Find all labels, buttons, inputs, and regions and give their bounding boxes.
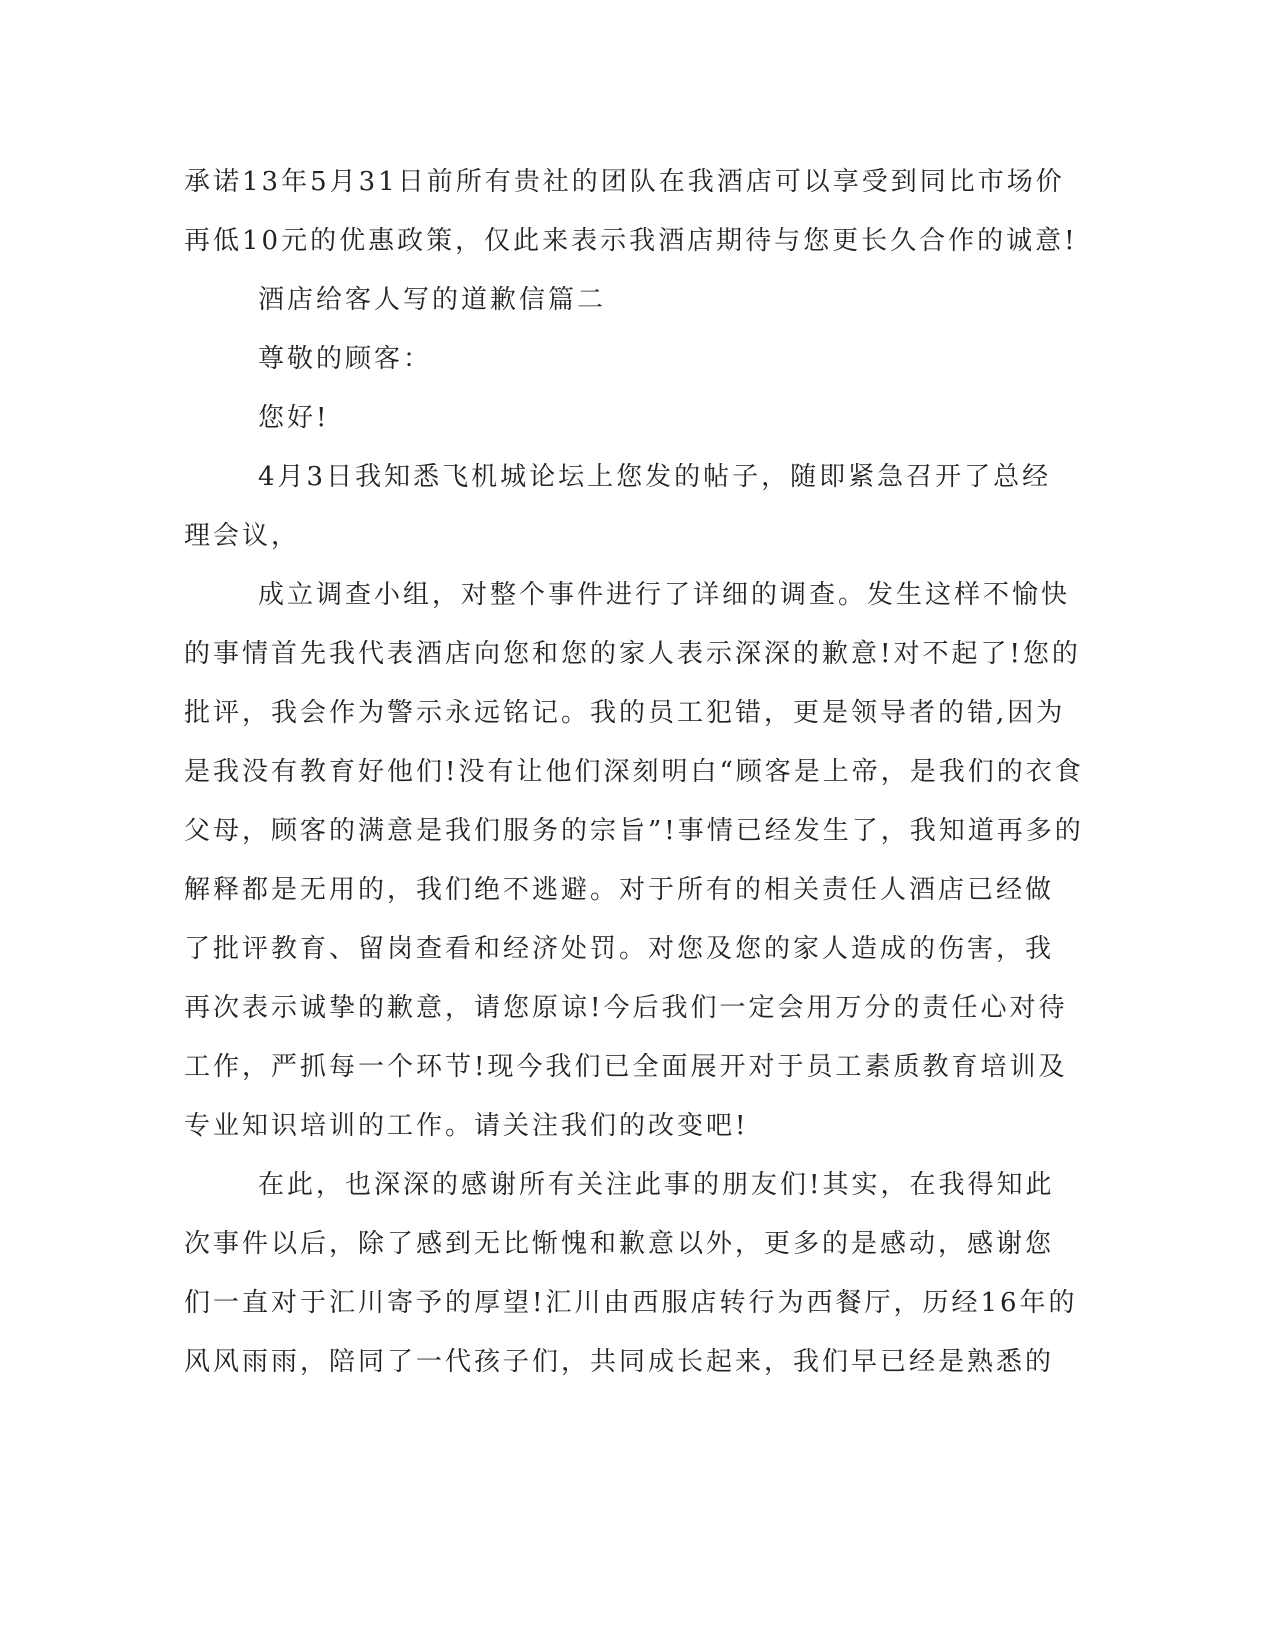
text-line: 风风雨雨，陪同了一代孩子们，共同成长起来，我们早已经是熟悉的 (184, 1347, 1055, 1377)
text-line: 工作，严抓每一个环节!现今我们已全面展开对于员工素质教育培训及 (184, 1052, 1068, 1082)
text-line: 父母，顾客的满意是我们服务的宗旨”!事情已经发生了，我知道再多的 (184, 816, 1084, 846)
text-line: 再低10元的优惠政策，仅此来表示我酒店期待与您更长久合作的诚意! (184, 226, 1078, 256)
text-line: 是我没有教育好他们!没有让他们深刻明白“顾客是上帝，是我们的衣食 (184, 757, 1084, 787)
text-line: 理会议， (184, 521, 301, 551)
text-line: 次事件以后，除了感到无比惭愧和歉意以外，更多的是感动，感谢您 (184, 1229, 1055, 1259)
text-line: 们一直对于汇川寄予的厚望!汇川由西服店转行为西餐厅，历经16年的 (184, 1288, 1078, 1318)
text-line: 成立调查小组，对整个事件进行了详细的调查。发生这样不愉快 (258, 580, 1071, 610)
text-line: 4月3日我知悉飞机城论坛上您发的帖子，随即紧急召开了总经 (258, 462, 1052, 492)
text-line: 再次表示诚挚的歉意，请您原谅!今后我们一定会用万分的责任心对待 (184, 993, 1068, 1023)
text-line: 批评，我会作为警示永远铭记。我的员工犯错，更是领导者的错,因为 (184, 698, 1066, 728)
section-heading: 酒店给客人写的道歉信篇二 (258, 285, 607, 315)
greeting: 您好! (258, 403, 330, 433)
salutation: 尊敬的顾客： (258, 344, 433, 374)
text-line: 在此，也深深的感谢所有关注此事的朋友们!其实，在我得知此 (258, 1170, 1055, 1200)
text-line: 承诺13年5月31日前所有贵社的团队在我酒店可以享受到同比市场价 (184, 167, 1065, 197)
text-line: 了批评教育、留岗查看和经济处罚。对您及您的家人造成的伤害，我 (184, 934, 1055, 964)
text-line: 解释都是无用的，我们绝不逃避。对于所有的相关责任人酒店已经做 (184, 875, 1055, 905)
text-line: 专业知识培训的工作。请关注我们的改变吧! (184, 1111, 749, 1141)
text-line: 的事情首先我代表酒店向您和您的家人表示深深的歉意!对不起了!您的 (184, 639, 1081, 669)
